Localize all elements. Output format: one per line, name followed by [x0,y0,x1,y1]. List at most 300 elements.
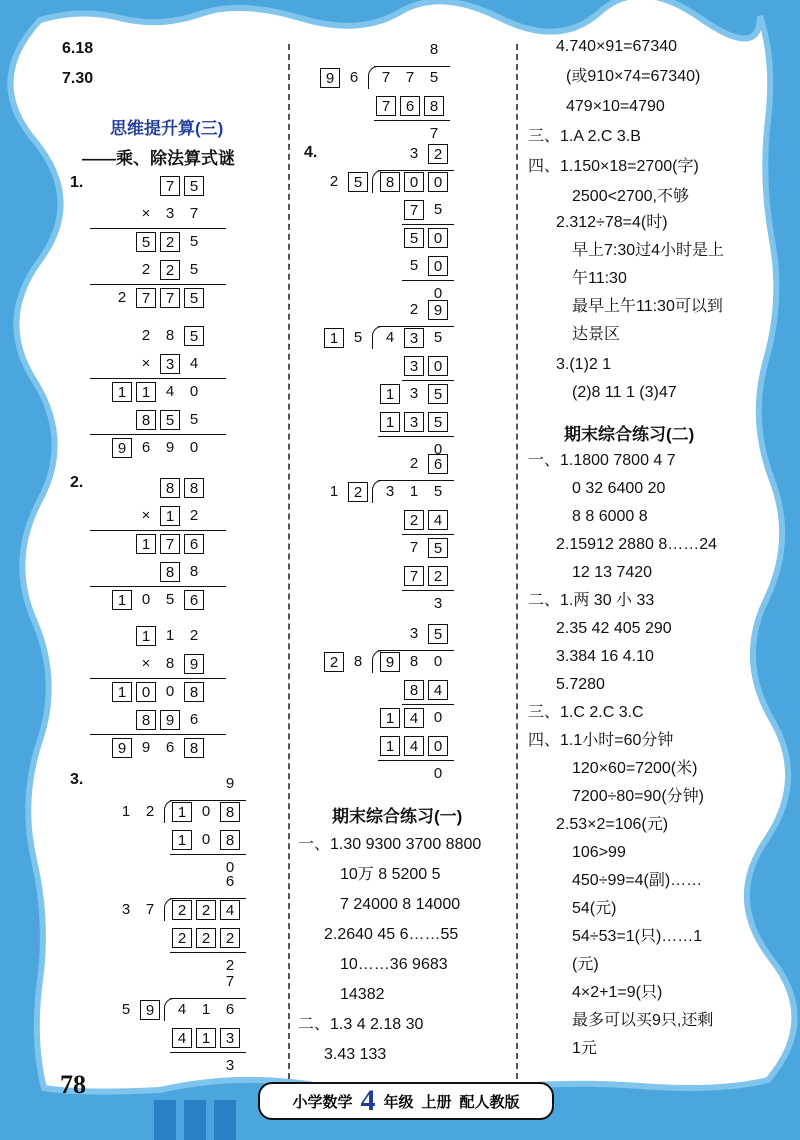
digit: 8 [409,653,419,670]
digit: 5 [409,257,419,274]
answer-box: 8 [404,680,424,700]
rule-line [170,998,246,999]
puzzle-row [374,96,446,116]
footer-banner [258,1082,554,1120]
digit: 2 [225,957,235,974]
answer-box: 8 [184,682,204,702]
answer-box: 7 [136,288,156,308]
answer-box: 1 [380,384,400,404]
answer-line: 2.35 42 405 290 [556,620,672,637]
puzzle-row [218,1056,242,1076]
answer-box: 8 [424,96,444,116]
answer-box: 5 [428,538,448,558]
rule-line [90,530,226,531]
digit: 2 [409,455,419,472]
answer-box: 5 [184,288,204,308]
answer-line: 54(元) [572,900,617,917]
puzzle-row [318,68,366,88]
puzzle-row [134,506,206,526]
answer-line: 6.18 [62,40,94,57]
puzzle-row [134,654,206,674]
answer-line: 早上7:30过4小时是上 [572,242,725,259]
puzzle-row [134,204,206,224]
answer-box: 1 [380,708,400,728]
answer-line: 4.740×91=67340 [556,38,678,55]
puzzle-row [170,830,242,850]
answer-box: 1 [380,412,400,432]
puzzle-row [402,144,450,164]
digit: 0 [189,439,199,456]
digit: 3 [433,595,443,612]
digit: 3 [121,901,131,918]
answer-box: 8 [136,710,156,730]
answer-page [52,26,764,1086]
digit: 1 [165,627,175,644]
digit: 8 [353,653,363,670]
digit: 2 [117,289,127,306]
digit: 6 [165,739,175,756]
answer-box: 8 [184,738,204,758]
answer-box: 0 [428,228,448,248]
question-label: 1. [70,174,84,191]
rule-line [402,534,454,535]
section-subtitle: ——乘、除法算式谜 [82,149,235,168]
answer-box: 8 [136,410,156,430]
digit: 4 [189,355,199,372]
puzzle-row [134,354,206,374]
answer-box: 1 [160,506,180,526]
footer-grade: 年级 [383,1093,414,1111]
puzzle-row [170,1028,242,1048]
answer-line: 7.30 [62,70,94,87]
answer-line: (2)8 11 1 (3)47 [572,384,677,401]
rule-line [378,436,454,437]
answer-box: 7 [160,534,180,554]
puzzle-row [378,412,450,432]
puzzle-row [110,288,206,308]
puzzle-row [402,624,450,644]
answer-line: 四、1.1小时=60分钟 [528,732,674,749]
answer-line: 2.53×2=106(元) [556,816,669,833]
digit: 3 [225,1057,235,1074]
rule-line [378,326,454,327]
puzzle-row [170,928,242,948]
rule-line [402,704,454,705]
answer-line: (元) [572,956,599,973]
rule-line [378,480,454,481]
digit: 2 [189,507,199,524]
puzzle-row [426,594,450,614]
answer-line: 1元 [572,1040,597,1057]
puzzle-row [378,482,450,502]
answer-line: 7200÷80=90(分钟) [572,788,704,805]
answer-line: (或910×74=67340) [566,68,701,85]
puzzle-row [322,652,370,672]
puzzle-row [134,260,206,280]
digit: 3 [409,385,419,402]
digit: 5 [189,261,199,278]
answer-line: 3.384 16 4.10 [556,648,654,665]
digit: 0 [433,765,443,782]
digit: 1 [329,483,339,500]
answer-box: 3 [160,354,180,374]
digit: 5 [429,69,439,86]
answer-box: 2 [160,260,180,280]
puzzle-row [134,176,206,196]
puzzle-row [134,626,206,646]
answer-line: 450÷99=4(副)…… [572,872,703,889]
digit: 0 [165,683,175,700]
digit: 9 [165,439,175,456]
answer-box: 1 [112,682,132,702]
rule-line [378,760,454,761]
question-label: 3. [70,771,84,788]
puzzle-row [378,172,450,192]
digit [136,176,156,196]
answer-line: 三、1.C 2.C 3.C [528,704,644,721]
answer-box: 1 [136,626,156,646]
puzzle-row [218,774,242,794]
answer-box: 8 [380,172,400,192]
puzzle-row [134,710,206,730]
answer-line: 四、1.150×18=2700(字) [528,158,699,175]
answer-box: 1 [136,534,156,554]
page-number: 78 [60,1070,86,1099]
answer-box: 0 [428,256,448,276]
rule-line [170,1052,246,1053]
digit: 4 [385,329,395,346]
answer-line: 3.(1)2 1 [556,356,612,373]
answer-line: 14382 [340,986,385,1003]
answer-box: 6 [184,534,204,554]
question-label: 2. [70,474,84,491]
answer-box: 9 [428,300,448,320]
digit: 9 [225,775,235,792]
answer-box: 5 [428,384,448,404]
answer-line: 最多可以买9只,还剩 [572,1012,714,1029]
puzzle-row [158,562,206,582]
answer-box: 3 [404,412,424,432]
section-title: 思维提升算(三) [110,119,224,138]
digit: 2 [141,261,151,278]
answer-box: 2 [220,928,240,948]
rule-line [90,734,226,735]
answer-box: 0 [136,682,156,702]
rule-line [402,224,454,225]
puzzle-row [402,510,450,530]
puzzle-row [110,438,206,458]
footer-subject: 小学数学 [292,1093,353,1111]
puzzle-row [218,872,242,892]
answer-line: 5.7280 [556,676,605,693]
digit: 4 [165,383,175,400]
answer-line: 一、1.30 9300 3700 8800 [298,836,482,853]
puzzle-row [134,478,206,498]
puzzle-row [374,68,446,88]
digit: 0 [433,653,443,670]
digit: 0 [141,591,151,608]
answer-line: 2.312÷78=4(时) [556,214,668,231]
puzzle-row [378,652,450,672]
answer-box: 5 [184,326,204,346]
answer-line: 12 13 7420 [572,564,653,581]
rule-line [402,380,454,381]
answer-box: 4 [220,900,240,920]
puzzle-row [402,454,450,474]
digit: 5 [121,1001,131,1018]
answer-line: 一、1.1800 7800 4 7 [528,452,676,469]
answer-box: 7 [376,96,396,116]
digit: 0 [433,709,443,726]
digit: × [141,355,151,372]
answer-box: 7 [404,200,424,220]
section-title-final-2: 期末综合练习(二) [564,425,695,444]
digit: 0 [225,859,235,876]
answer-box: 3 [220,1028,240,1048]
answer-box: 2 [348,482,368,502]
puzzle-row [426,764,450,784]
answer-box: 9 [320,68,340,88]
digit [136,478,156,498]
answer-box: 1 [112,590,132,610]
digit: 8 [429,41,439,58]
answer-line: 2.2640 45 6……55 [324,926,459,943]
answer-box: 0 [428,172,448,192]
digit: 0 [433,441,443,458]
footer-volume: 上册 [421,1093,452,1111]
answer-box: 1 [172,830,192,850]
puzzle-row [134,326,206,346]
answer-box: 1 [196,1028,216,1048]
answer-box: 9 [112,438,132,458]
rule-line [402,590,454,591]
rule-line [374,120,450,121]
answer-box: 2 [160,232,180,252]
digit: 5 [353,329,363,346]
puzzle-row [402,256,450,276]
puzzle-row [170,900,242,920]
digit: 3 [409,145,419,162]
puzzle-row [422,124,446,144]
answer-box: 7 [160,288,180,308]
answer-box: 0 [404,172,424,192]
answer-box: 3 [404,328,424,348]
digit: × [141,205,151,222]
answer-box: 6 [400,96,420,116]
answer-line: 2.15912 2880 8……24 [556,536,718,553]
answer-line: 10万 8 5200 5 [340,866,441,883]
question-label: 4. [304,144,318,161]
answer-box: 7 [160,176,180,196]
answer-box: 1 [172,802,192,822]
rule-line [90,284,226,285]
rule-line [170,952,246,953]
answer-line: 三、1.A 2.C 3.B [528,128,641,145]
puzzle-row [110,682,206,702]
answer-box: 2 [172,900,192,920]
answer-box: 8 [220,830,240,850]
digit: 3 [385,483,395,500]
footer-stripe [214,1100,236,1140]
puzzle-row [378,328,450,348]
digit: 5 [433,329,443,346]
answer-box: 4 [428,510,448,530]
puzzle-row [402,228,450,248]
digit: 7 [409,539,419,556]
rule-line [378,650,454,651]
digit: 6 [141,439,151,456]
footer-grade-number: 4 [360,1084,376,1117]
digit: 2 [409,301,419,318]
answer-box: 2 [196,900,216,920]
digit: 2 [329,173,339,190]
rule-line [90,678,226,679]
answer-box: 1 [136,382,156,402]
answer-box: 2 [172,928,192,948]
answer-box: 4 [404,736,424,756]
answer-box: 5 [428,412,448,432]
puzzle-row [114,900,162,920]
digit: 1 [201,1001,211,1018]
rule-line [90,228,226,229]
puzzle-row [134,232,206,252]
puzzle-row [170,1000,242,1020]
rule-line [170,854,246,855]
digit: 0 [201,831,211,848]
puzzle-row [114,1000,162,1020]
answer-line: 8 8 6000 8 [572,508,648,525]
answer-line: 2500<2700,不够 [572,188,689,205]
answer-box: 9 [112,738,132,758]
answer-box: 9 [160,710,180,730]
rule-line [90,586,226,587]
digit: 2 [145,803,155,820]
puzzle-row [402,200,450,220]
puzzle-row [170,802,242,822]
puzzle-row [402,680,450,700]
answer-line: 120×60=7200(米) [572,760,698,777]
digit: 9 [141,739,151,756]
digit: 5 [189,411,199,428]
answer-box: 9 [380,652,400,672]
digit: × [141,655,151,672]
answer-box: 1 [380,736,400,756]
puzzle-row [134,534,206,554]
digit: 6 [225,873,235,890]
answer-line: 二、1.两 30 小 33 [528,592,655,609]
answer-box: 9 [140,1000,160,1020]
answer-box: 2 [324,652,344,672]
puzzle-row [218,972,242,992]
answer-box: 0 [428,736,448,756]
answer-box: 4 [172,1028,192,1048]
answer-box: 1 [324,328,344,348]
answer-line: 106>99 [572,844,626,861]
rule-line [170,898,246,899]
digit: 5 [433,201,443,218]
puzzle-row [134,410,206,430]
answer-box: 8 [160,562,180,582]
answer-box: 2 [428,566,448,586]
answer-line: 0 32 6400 20 [572,480,666,497]
rule-line [374,66,450,67]
answer-box: 5 [136,232,156,252]
digit: 1 [121,803,131,820]
digit: 8 [189,563,199,580]
answer-box: 8 [184,478,204,498]
answer-line: 54÷53=1(只)……1 [572,928,703,945]
digit: 7 [429,125,439,142]
footer-stripe [184,1100,206,1140]
answer-box: 6 [428,454,448,474]
answer-box: 4 [428,680,448,700]
digit: 0 [433,285,443,302]
digit: 3 [165,205,175,222]
rule-line [90,434,226,435]
digit: 6 [225,1001,235,1018]
answer-box: 4 [404,708,424,728]
digit: 6 [189,711,199,728]
puzzle-row [110,382,206,402]
digit: 7 [405,69,415,86]
digit: 6 [349,69,359,86]
digit: 7 [381,69,391,86]
answer-line: 10……36 9683 [340,956,448,973]
digit: 3 [409,625,419,642]
answer-box: 5 [184,176,204,196]
answer-line: 达景区 [572,326,621,343]
answer-box: 3 [404,356,424,376]
digit: 2 [141,327,151,344]
digit: 8 [165,327,175,344]
section-title-final-1: 期末综合练习(一) [332,807,463,826]
answer-box: 5 [428,624,448,644]
footer-edition: 配人教版 [459,1093,520,1111]
digit: 7 [189,205,199,222]
puzzle-row [114,802,162,822]
answer-box: 8 [160,478,180,498]
puzzle-row [378,736,450,756]
answer-box: 7 [404,566,424,586]
answer-box: 5 [404,228,424,248]
digit: 5 [433,483,443,500]
digit: 4 [177,1001,187,1018]
answer-box: 9 [184,654,204,674]
puzzle-row [402,300,450,320]
answer-box: 6 [184,590,204,610]
digit: 0 [189,383,199,400]
answer-box: 1 [112,382,132,402]
answer-box: 2 [196,928,216,948]
puzzle-row [402,566,450,586]
answer-box: 2 [404,510,424,530]
digit: 1 [409,483,419,500]
puzzle-row [402,356,450,376]
answer-box: 8 [220,802,240,822]
puzzle-row [402,538,450,558]
rule-line [378,170,454,171]
puzzle-row [322,482,370,502]
puzzle-row [322,328,370,348]
puzzle-row [378,384,450,404]
puzzle-row [378,708,450,728]
rule-line [402,280,454,281]
answer-box: 2 [428,144,448,164]
puzzle-row [422,40,446,60]
rule-line [90,378,226,379]
footer-stripe [154,1100,176,1140]
digit: 0 [201,803,211,820]
